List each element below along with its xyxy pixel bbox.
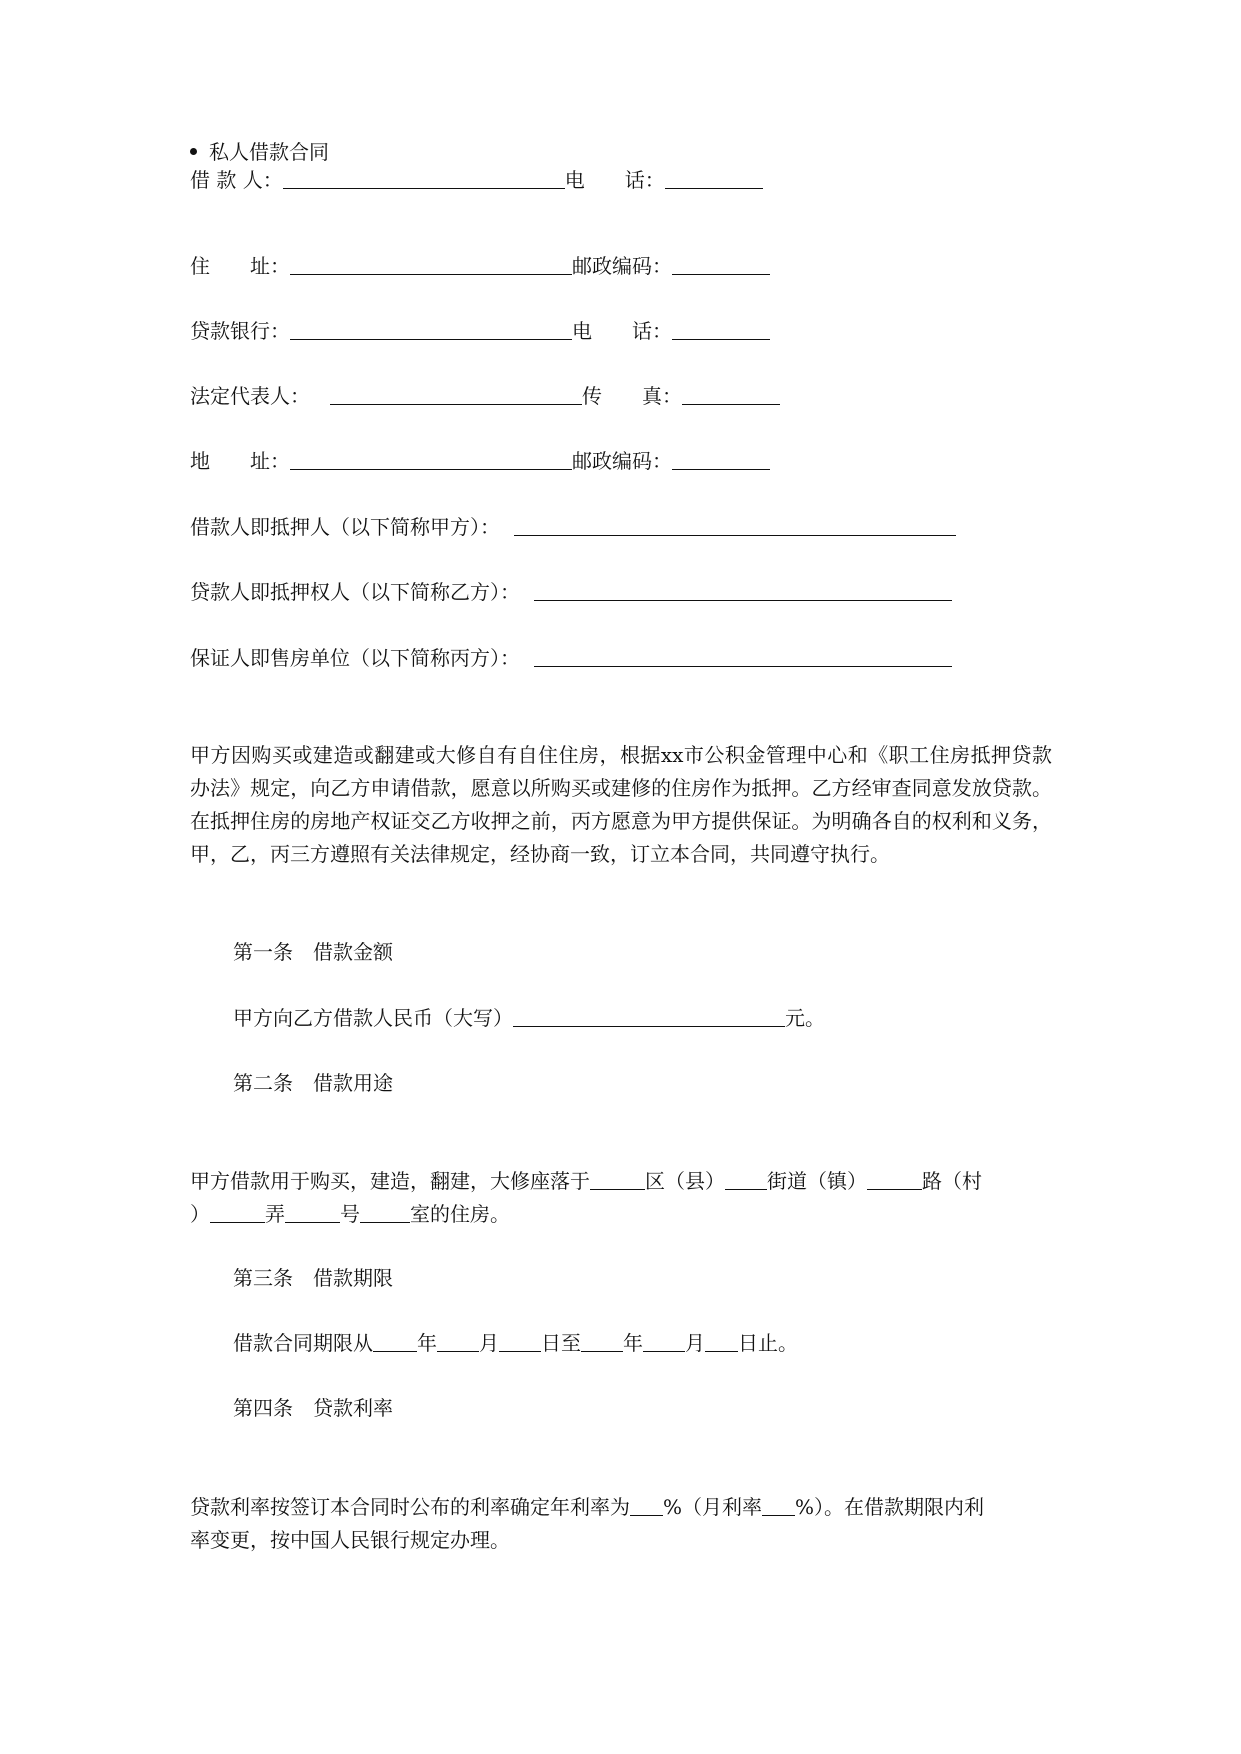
address-row — [190, 253, 770, 279]
phone-label: 电 话： — [564, 168, 665, 192]
article4-line2: 率变更，按中国人民银行规定办理。 — [190, 1528, 510, 1552]
legal-rep-row — [190, 383, 780, 409]
end-year-blank[interactable] — [581, 1331, 623, 1352]
article2-text: 街道（镇） — [767, 1169, 867, 1193]
article2-line1 — [190, 1168, 982, 1194]
bank-blank[interactable] — [290, 319, 572, 340]
party-a-blank[interactable] — [514, 515, 956, 536]
street-blank[interactable] — [725, 1169, 767, 1190]
party-a-label: 借款人即抵押人（以下简称甲方）： — [190, 515, 500, 539]
fax-label: 传 真： — [582, 384, 682, 408]
start-year-blank[interactable] — [373, 1331, 417, 1352]
bank-row — [190, 318, 770, 344]
party-c-label: 保证人即售房单位（以下简称丙方）： — [190, 646, 520, 670]
borrower-label: 借 款 人： — [190, 168, 283, 192]
article4-text: %（月利率 — [663, 1495, 763, 1519]
party-b-row — [190, 579, 952, 605]
legal-rep-blank[interactable] — [330, 384, 582, 405]
address-blank[interactable] — [290, 254, 572, 275]
postcode-blank[interactable] — [672, 254, 770, 275]
party-b-blank[interactable] — [534, 580, 952, 601]
party-a-row — [190, 514, 956, 540]
document-title: 私人借款合同 — [190, 139, 329, 165]
article1-text — [233, 1005, 825, 1031]
article1-heading: 第一条 借款金额 — [233, 940, 393, 964]
monthly-rate-blank[interactable] — [762, 1495, 795, 1516]
amount-blank[interactable] — [513, 1006, 785, 1027]
article2-text: 室的住房。 — [410, 1202, 510, 1226]
postcode-label: 邮政编码： — [572, 449, 672, 473]
phone-label: 电 话： — [572, 319, 672, 343]
address-label: 地 址： — [190, 449, 290, 473]
article4-text: %）。在借款期限内利 — [795, 1495, 985, 1519]
article3-text: 年 — [623, 1331, 643, 1355]
start-month-blank[interactable] — [437, 1331, 479, 1352]
article4-line1 — [190, 1494, 984, 1520]
district-blank[interactable] — [590, 1169, 645, 1190]
article3-heading: 第三条 借款期限 — [233, 1266, 393, 1290]
room-blank[interactable] — [360, 1202, 410, 1223]
bank-postcode-blank[interactable] — [672, 449, 770, 470]
bank-phone-blank[interactable] — [672, 319, 770, 340]
bank-address-row — [190, 448, 770, 474]
article1-text-before: 甲方向乙方借款人民币（大写） — [233, 1006, 513, 1030]
address-label: 住 址： — [190, 254, 290, 278]
party-c-blank[interactable] — [534, 646, 952, 667]
bullet-icon — [190, 148, 197, 155]
annual-rate-blank[interactable] — [630, 1495, 663, 1516]
article3-text — [233, 1330, 798, 1356]
article3-text: 年 — [417, 1331, 437, 1355]
lane-blank[interactable] — [210, 1202, 265, 1223]
end-month-blank[interactable] — [643, 1331, 685, 1352]
borrower-row — [190, 167, 763, 193]
article2-text: 弄 — [265, 1202, 285, 1226]
bank-address-blank[interactable] — [290, 449, 572, 470]
legal-rep-label: 法定代表人： — [190, 384, 310, 408]
road-blank[interactable] — [867, 1169, 922, 1190]
article2-text: 路（村 — [922, 1169, 982, 1193]
article3-text: 日止。 — [738, 1331, 798, 1355]
article1-text-after: 元。 — [785, 1006, 825, 1030]
article3-text: 月 — [479, 1331, 499, 1355]
start-day-blank[interactable] — [499, 1331, 541, 1352]
article2-text: 号 — [340, 1202, 360, 1226]
article4-text: 贷款利率按签订本合同时公布的利率确定年利率为 — [190, 1495, 630, 1519]
article3-text: 月 — [685, 1331, 705, 1355]
postcode-label: 邮政编码： — [572, 254, 672, 278]
article3-text: 日至 — [541, 1331, 581, 1355]
number-blank[interactable] — [285, 1202, 340, 1223]
article3-text: 借款合同期限从 — [233, 1331, 373, 1355]
article2-text: 甲方借款用于购买，建造，翻建，大修座落于 — [190, 1169, 590, 1193]
article4-heading: 第四条 贷款利率 — [233, 1396, 393, 1420]
borrower-blank[interactable] — [283, 168, 565, 189]
fax-blank[interactable] — [682, 384, 780, 405]
end-day-blank[interactable] — [705, 1331, 738, 1352]
bank-label: 贷款银行： — [190, 319, 290, 343]
party-c-row — [190, 645, 952, 671]
party-b-label: 贷款人即抵押权人（以下简称乙方）： — [190, 580, 520, 604]
article2-heading: 第二条 借款用途 — [233, 1071, 393, 1095]
phone-blank[interactable] — [665, 168, 763, 189]
intro-paragraph: 甲方因购买或建造或翻建或大修自有自住住房，根据xx市公积金管理中心和《职工住房抵押贷款办法》规定，向乙方申请借款，愿意以所购买或建修的住房作为抵押。乙方经审查同意发放贷款。在抵押住房的房地产权证交乙方收押之前，丙方愿意为甲方提供保证。为明确各自的权利和义务，甲，乙，丙三方遵照有关法律规定，经协商一致，订立本合同，共同遵守执行。 — [190, 743, 1052, 866]
article2-text: ） — [190, 1202, 210, 1226]
article2-line2 — [190, 1201, 510, 1227]
article2-text: 区（县） — [645, 1169, 725, 1193]
